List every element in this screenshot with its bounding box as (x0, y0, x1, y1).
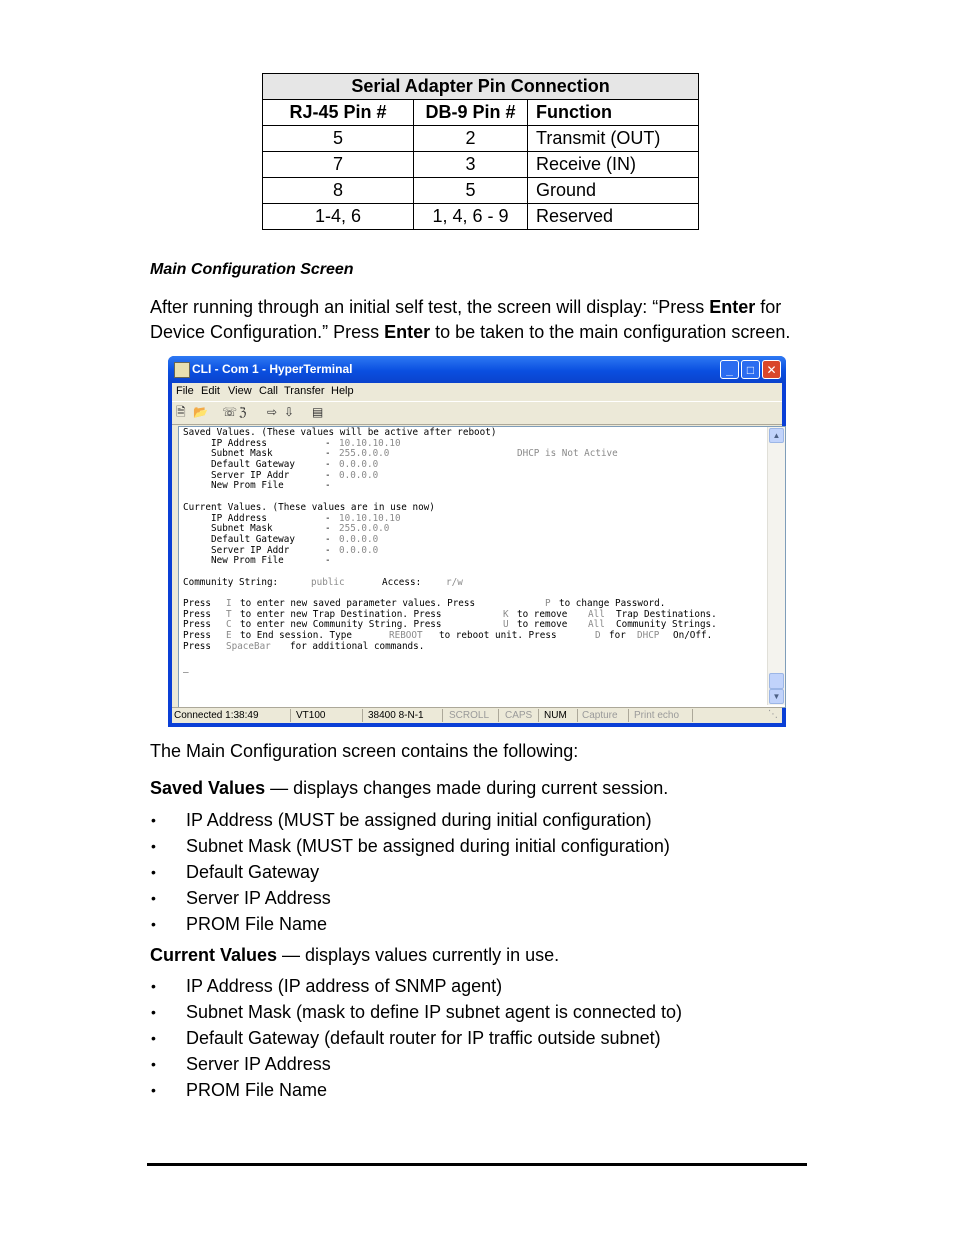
command-line: Press E to End session. Type REBOOT to reboot unit. Press D for DHCP On/Off. (183, 630, 713, 642)
current-values-paragraph: Current Values — displays values currently in use. (150, 945, 560, 965)
properties-icon[interactable]: ▤ (312, 405, 324, 419)
menu-file[interactable]: File (176, 385, 194, 397)
table-cell: 1-4, 6 (263, 204, 414, 230)
list-item: • Default Gateway (default router for IP traffic outside subnet) (151, 1028, 661, 1048)
list-item: • Default Gateway (151, 862, 320, 882)
status-emulation: VT100 (296, 710, 326, 721)
saved-ip-value: 10.10.10.10 (339, 437, 401, 449)
saved-gw-value: 0.0.0.0 (339, 459, 379, 471)
status-caps: CAPS (505, 710, 533, 721)
open-icon[interactable]: 📂 (193, 405, 208, 419)
saved-values-paragraph: Saved Values — displays changes made during current session. (150, 778, 669, 798)
list-item: • Subnet Mask (mask to define IP subnet agent is connected to) (151, 1002, 682, 1022)
status-num: NUM (544, 710, 567, 721)
saved-gw-label: Default Gateway (211, 459, 295, 471)
current-gw-value: 0.0.0.0 (339, 533, 379, 545)
saved-srv-value: 0.0.0.0 (339, 469, 379, 481)
status-print-echo: Print echo (634, 710, 680, 721)
table-cell: 7 (263, 152, 414, 178)
status-scroll: SCROLL (449, 710, 490, 721)
menu-bar (172, 383, 782, 401)
title-bar[interactable] (168, 356, 786, 383)
terminal-output[interactable]: Saved Values. (These values will be active after reboot) IP Address - 10.10.10.10 Subnet Mask - 255.0.0.0 DHCP is Not Active Default Gateway - 0.0.0.0 Server IP Addr - 0.0.0.0 New Prom File - Current Values. (These values are in use now) IP Address - 10.10.10.10 Subnet Mask - 255.0.0.0 Default Gateway - 0.0.0.0 Server IP Addr - 0.0.0.0 New Prom File - Community String: public Access: r/w Press I to enter new saved parameter values. Press P to change Password. Press T to enter new Trap Destination. Press K to remove All Trap Destinations. Press C to enter new Community String. Press U to remove All Community Strings. Press E to End session. Type REBOOT to reboot unit. Press D for DHCP On/Off. Press SpaceBar for additional commands. _ (183, 427, 765, 705)
community-string-value: public (311, 576, 345, 588)
scroll-down-icon[interactable]: ▼ (769, 689, 784, 704)
receive-icon[interactable]: ⇩ (284, 405, 295, 419)
disconnect-icon[interactable]: ℨ (239, 405, 247, 419)
table-row (263, 126, 699, 152)
list-item: • Server IP Address (151, 888, 331, 908)
current-mask-value: 255.0.0.0 (339, 523, 390, 535)
resize-grip-icon[interactable]: ⋱ (768, 709, 778, 720)
table-cell: 5 (414, 178, 528, 204)
new-connection-icon[interactable]: 🗎 (176, 405, 186, 419)
list-item: • PROM File Name (151, 914, 328, 934)
table-row (263, 178, 699, 204)
table-cell: 5 (263, 126, 414, 152)
table-caption: Serial Adapter Pin Connection (263, 74, 699, 100)
saved-mask-value: 255.0.0.0 (339, 448, 390, 460)
saved-values-label: Saved Values (150, 778, 266, 798)
command-line: Press I to enter new saved parameter values. Press P to change Password. (183, 598, 666, 609)
status-bar (172, 707, 782, 724)
saved-values-header: Saved Values. (These values will be active after reboot) (183, 427, 497, 438)
menu-help[interactable]: Help (331, 385, 354, 397)
current-srv-value: 0.0.0.0 (339, 544, 379, 556)
menu-edit[interactable]: Edit (201, 385, 220, 397)
connect-icon[interactable]: ☏ (222, 405, 238, 419)
access-value: r/w (446, 576, 463, 588)
current-gw-label: Default Gateway (211, 533, 295, 545)
command-line: Press C to enter new Community String. Press U to remove All Community Strings. (183, 619, 717, 631)
command-line: Press T to enter new Trap Destination. Press K to remove All Trap Destinations. (183, 608, 717, 620)
main-contains-text: The Main Configuration screen contains the following: (150, 741, 579, 761)
pin-connection-table (262, 73, 699, 230)
table-cell: Reserved (528, 204, 699, 230)
current-values-list (150, 973, 682, 1103)
section-title: Main Configuration Screen (150, 261, 354, 278)
col-header-function: Function (528, 100, 699, 126)
table-cell: Ground (528, 178, 699, 204)
saved-prom-label: New Prom File (211, 480, 284, 492)
current-ip-label: IP Address (211, 512, 267, 524)
current-values-header: Current Values. (These values are in use now) (183, 501, 435, 513)
terminal-frame (178, 426, 786, 708)
col-header-rj45: RJ-45 Pin # (263, 100, 414, 126)
close-button[interactable]: ✕ (762, 360, 781, 379)
table-cell: 3 (414, 152, 528, 178)
list-item: • IP Address (IP address of SNMP agent) (151, 976, 503, 996)
command-line: Press SpaceBar for additional commands. (183, 640, 425, 652)
saved-ip-label: IP Address (211, 437, 267, 449)
window-client-area (172, 383, 782, 723)
vertical-scrollbar[interactable] (767, 427, 785, 705)
terminal-cursor: _ (183, 662, 189, 674)
scroll-up-icon[interactable]: ▲ (769, 428, 784, 443)
menu-transfer[interactable]: Transfer (284, 385, 325, 397)
footer-rule (147, 1163, 807, 1166)
saved-values-list (150, 807, 670, 937)
menu-call[interactable]: Call (259, 385, 278, 397)
table-cell: 1, 4, 6 - 9 (414, 204, 528, 230)
window-title: CLI - Com 1 - HyperTerminal (192, 362, 353, 376)
table-row (263, 152, 699, 178)
community-string-label: Community String: (183, 576, 279, 588)
current-mask-label: Subnet Mask (211, 523, 273, 535)
status-capture: Capture (582, 710, 618, 721)
minimize-button[interactable]: _ (720, 360, 739, 379)
access-label: Access: (382, 576, 422, 588)
current-values-label: Current Values (150, 945, 278, 965)
list-item: • Server IP Address (151, 1054, 331, 1074)
scroll-thumb[interactable] (769, 673, 784, 689)
table-row (263, 204, 699, 230)
list-item: • IP Address (MUST be assigned during initial configuration) (151, 810, 652, 830)
menu-view[interactable]: View (228, 385, 252, 397)
current-prom-label: New Prom File (211, 555, 284, 567)
current-ip-value: 10.10.10.10 (339, 512, 401, 524)
dhcp-status: DHCP is Not Active (517, 448, 618, 460)
col-header-db9: DB-9 Pin # (414, 100, 528, 126)
table-cell: Receive (IN) (528, 152, 699, 178)
status-port-settings: 38400 8-N-1 (368, 710, 424, 721)
maximize-button[interactable]: □ (741, 360, 760, 379)
send-icon[interactable]: ⇨ (267, 405, 278, 419)
toolbar (172, 401, 782, 425)
hyperterminal-app-icon (174, 362, 190, 378)
list-item: • Subnet Mask (MUST be assigned during initial configuration) (151, 836, 670, 856)
intro-paragraph: After running through an initial self test, the screen will display: “Press Enter for Device Configuration.” Press Enter to be taken to the main configuration screen. (150, 297, 791, 342)
table-cell: 2 (414, 126, 528, 152)
table-cell: Transmit (OUT) (528, 126, 699, 152)
saved-mask-label: Subnet Mask (211, 448, 273, 460)
current-srv-label: Server IP Addr (211, 544, 290, 556)
status-connection: Connected 1:38:49 (174, 710, 259, 721)
table-cell: 8 (263, 178, 414, 204)
hyperterminal-window (168, 356, 786, 727)
list-item: • PROM File Name (151, 1080, 328, 1100)
saved-srv-label: Server IP Addr (211, 469, 290, 481)
